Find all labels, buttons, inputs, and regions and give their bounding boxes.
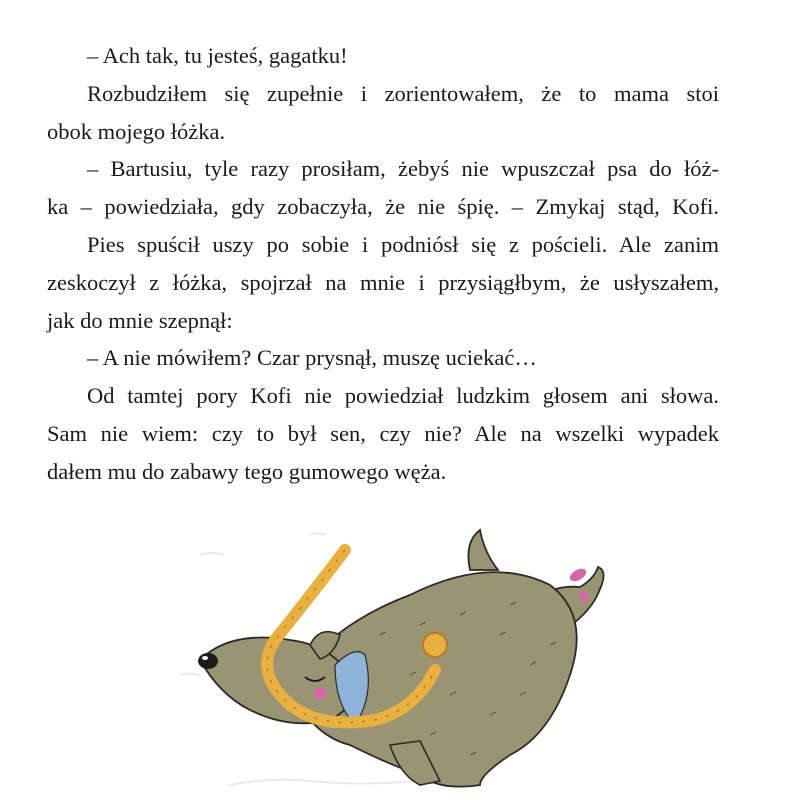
dog-cheek <box>314 687 326 699</box>
text-line: – A nie mówiłem? Czar prysnął, muszę uciekać… <box>87 345 537 371</box>
text-line: zeskoczył z łóżka, spojrzał na mnie i przysiągłbym, że usłyszałem, <box>47 269 719 295</box>
dog-illustration <box>170 515 750 800</box>
text-line: obok mojego łóżka. <box>47 118 226 144</box>
paw-pad <box>568 566 589 584</box>
text-line: Sam nie wiem: czy to był sen, czy nie? Ale na wszelki wypadek <box>47 420 719 446</box>
text-line: dałem mu do zabawy tego gumowego węża. <box>47 458 447 484</box>
text-line: Od tamtej pory Kofi nie powiedział ludzkim głosem ani słowa. <box>87 383 719 409</box>
nose-highlight <box>202 656 208 660</box>
text-line: ka – powiedziała, gdy zobaczyła, że nie śpię. – Zmykaj stąd, Kofi. <box>47 194 719 220</box>
story-text <box>47 37 719 491</box>
text-line: – Bartusiu, tyle razy prosiłam, żebyś nie wpuszczał psa do łóż- <box>87 156 719 182</box>
snake-head <box>423 633 447 657</box>
text-line: Rozbudziłem się zupełnie i zorientowałem, że to mama stoi <box>87 80 719 106</box>
text-line: jak do mnie szepnął: <box>47 307 233 333</box>
dog-nose <box>198 653 218 669</box>
text-line: Pies spuścił uszy po sobie i podniósł się z pościeli. Ale zanim <box>87 231 719 257</box>
dog-tail <box>468 530 498 570</box>
text-line: – Ach tak, tu jesteś, gagatku! <box>87 43 348 68</box>
